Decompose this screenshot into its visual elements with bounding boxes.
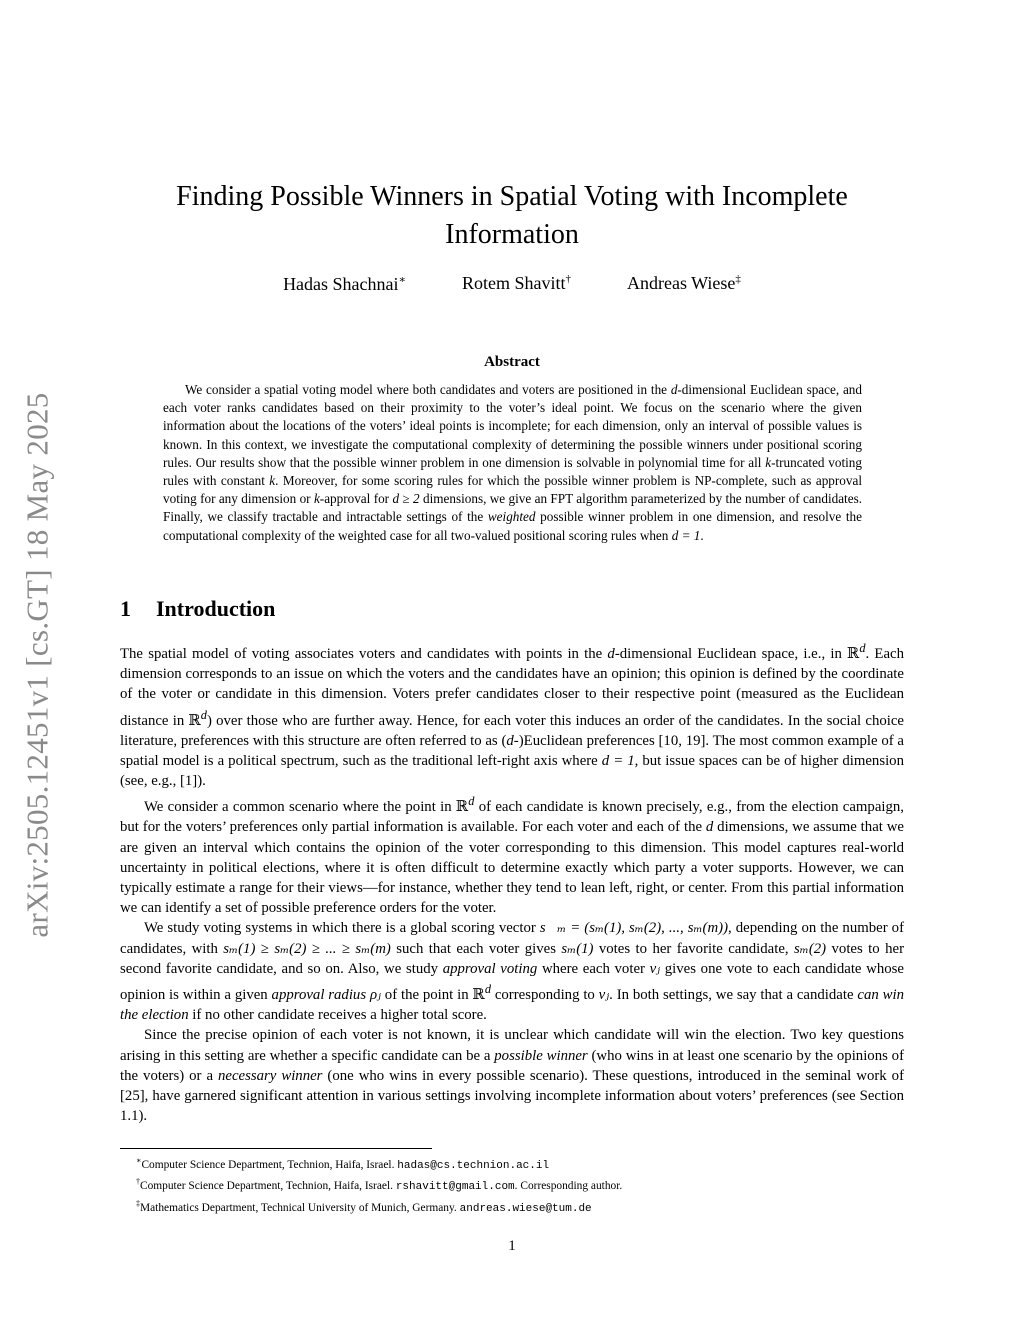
email-link[interactable]: rshavitt@gmail.com: [395, 1181, 515, 1194]
footnote: †Computer Science Department, Technion, Haifa, Israel. rshavitt@gmail.com. Corresponding author.: [136, 1177, 623, 1194]
author-list: [120, 273, 904, 295]
paragraph: Since the precise opinion of each voter is not known, it is unclear which candidate will win the election. Two key questions arising in this setting are whether a specific candidate can be a possible winner (who wins in at least one scenario by the opinions of the voters) or a necessary winner (one who wins in every possible scenario). These questions, introduced in the seminal work of [25], have garnered significant attention in various settings involving incomplete information about voters’ preferences (see Section 1.1).: [120, 1027, 904, 1125]
arxiv-id: arXiv:2505.12451v1 [cs.GT] 18 May 2025: [20, 392, 55, 938]
author-1: [283, 273, 406, 295]
email-link[interactable]: hadas@cs.technion.ac.il: [397, 1159, 550, 1172]
author-1-name: Hadas Shachnai: [283, 274, 399, 294]
author-2-mark: †: [565, 273, 572, 285]
author-2: [462, 273, 571, 295]
author-2-name: Rotem Shavitt: [462, 273, 566, 293]
footnote-rule: [120, 1148, 432, 1149]
page-number: 1: [508, 1238, 516, 1254]
paragraph: The spatial model of voting associates voters and candidates with points in the d-dimensional Euclidean space, i.e., in ℝ$^d$. Each dimension corresponds to an issue on which the voters and the candidates have an opinion; this opinion is defined by the coordinate of the voter or candidate in this dimension. Voters prefer candidates closer to their respective point (measured as the Euclidean distance in ℝ$^d$) over those who are further away. Hence, for each voter this induces an order of the candidates. In the social choice literature, preferences with this structure are often referred to as (d-)Euclidean preferences [10, 19]. The most common example of a spatial model is a political spectrum, such as the traditional left-right axis where d = 1, but issue spaces can be of higher dimension (see, e.g., [1]).: [120, 641, 905, 790]
paragraph: We study voting systems in which there is a global scoring vector s⃗ₘ = (sₘ(1), sₘ(2), ..., sₘ(m)), depending on the number of candidates, with sₘ(1) ≥ sₘ(2) ≥ ... ≥ sₘ(m) such that each voter gives sₘ(1) votes to her favorite candidate, sₘ(2) votes to her second favorite candidate, and so on. Also, we study approval voting where each voter vⱼ gives one vote to each candidate whose opinion is within a given approval radius ρⱼ of the point in ℝ$^d$ corresponding to vⱼ. In both settings, we say that a candidate can win the election if no other candidate receives a higher total score.: [120, 920, 905, 1024]
arxiv-sidebar-stamp: [16, 365, 60, 965]
abstract-heading: Abstract: [484, 354, 540, 370]
paper-title: Finding Possible Winners in Spatial Voting with Incomplete Information: [176, 181, 848, 250]
footnote: ∗Computer Science Department, Technion, Haifa, Israel. hadas@cs.technion.ac.il: [136, 1156, 550, 1172]
section-heading: [120, 596, 275, 622]
body-text: [120, 638, 904, 1126]
paragraph: We consider a common scenario where the point in ℝ$^d$ of each candidate is known precisely, e.g., from the election campaign, but for the voters’ preferences only partial information is available. For each voter and each of the d dimensions, we assume that we are given an interval which contains the opinion of the voter corresponding to this dimension. This model captures real-world uncertainty in political elections, where it is often difficult to determine exactly which party a voter supports. However, we can typically estimate a range for their views—for instance, whether they tend to lean left, right, or center. From this partial information we can identify a set of possible preference orders for the voter.: [120, 794, 904, 917]
section-title: Introduction: [156, 596, 276, 621]
footnote: ‡Mathematics Department, Technical University of Munich, Germany. andreas.wiese@tum.de: [136, 1198, 592, 1215]
author-3: [627, 273, 741, 295]
section-number: 1: [120, 596, 131, 621]
author-3-name: Andreas Wiese: [627, 273, 736, 293]
footnotes: [120, 1153, 904, 1217]
author-1-mark: ∗: [398, 274, 407, 286]
author-3-mark: ‡: [735, 273, 741, 285]
email-link[interactable]: andreas.wiese@tum.de: [459, 1202, 592, 1215]
abstract-text: We consider a spatial voting model where both candidates and voters are positioned in the d-dimensional Euclidean space, and each voter ranks candidates based on their proximity to the voter’s ideal point. We focus on the scenario where the given information about the locations of the voters’ ideal points is incomplete; for each dimension, only an interval of possible values is known. In this context, we investigate the computational complexity of determining the possible winners under positional scoring rules. Our results show that the possible winner problem in one dimension is solvable in polynomial time for all k-truncated voting rules with constant k. Moreover, for some scoring rules for which the possible winner problem is NP-complete, such as approval voting for any dimension or k-approval for d ≥ 2 dimensions, we give an FPT algorithm parameterized by the number of candidates. Finally, we classify tractable and intractable settings of the weighted possible winner problem in one dimension, and resolve the computational complexity of the weighted case for all two-valued positional scoring rules when d = 1.: [163, 382, 862, 543]
